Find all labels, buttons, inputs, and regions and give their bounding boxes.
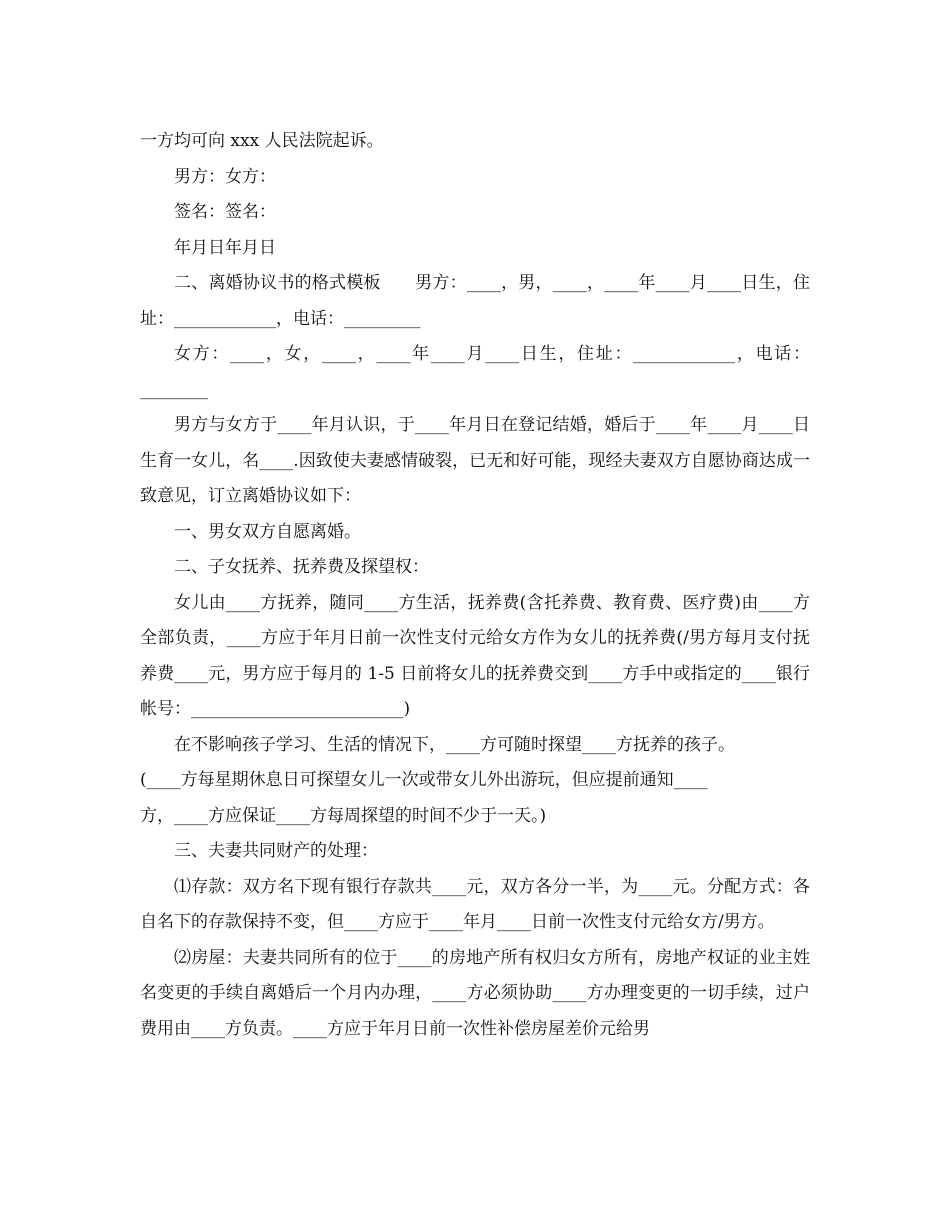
paragraph-clause-voluntary-divorce: 一、男女双方自愿离婚。 — [174, 521, 361, 542]
paragraph-template-heading-male-party: 二、离婚协议书的格式模板 男方：____，男，____，____年____月____日生，住址：____________，电话：_________ — [140, 273, 810, 329]
paragraph-lawsuit-clause: 一方均可向 xxx 人民法院起诉。 — [140, 131, 384, 151]
paragraph-house: ⑵房屋：夫妻共同所有的位于____的房地产所有权归女方所有，房地产权证的业主姓名变更的手续自离婚后一个月内办理，____方必须协助____方办理变更的一切手续，过户费用由____方负责。____方应于年月日前一次性补偿房屋差价元给男 — [140, 947, 810, 1039]
paragraph-visitation-details: (____方每星期休息日可探望女儿一次或带女儿外出游玩，但应提前通知____ 方，____方应保证____方每周探望的时间不少于一天。) — [140, 770, 708, 826]
paragraph-parties-label: 男方：女方： — [174, 166, 276, 187]
paragraph-savings: ⑴存款：双方名下现有银行存款共____元，双方各分一半，为____元。分配方式：各自名下的存款保持不变，但____方应于____年月____日前一次性支付元给女方/男方。 — [140, 876, 810, 932]
paragraph-dates: 年月日年月日 — [174, 237, 276, 258]
paragraph-signatures: 签名：签名： — [174, 202, 276, 222]
paragraph-clause-child-custody-heading: 二、子女抚养、抚养费及探望权： — [174, 557, 429, 577]
paragraph-child-support: 女儿由____方抚养，随同____方生活，抚养费(含托养费、教育费、医疗费)由____方全部负责，____方应于年月日前一次性支付元给女方作为女儿的抚养费(/男方每月支付抚养费____元，男方应于每月的 1-5 日前将女儿的抚养费交到____方手中或指定的____银行帐号：_________________________) — [140, 592, 810, 719]
document-body — [140, 124, 810, 1047]
paragraph-marriage-background: 男方与女方于____年月认识，于____年月日在登记结婚，婚后于____年____月____日生育一女儿，名____.因致使夫妻感情破裂，已无和好可能，现经夫妻双方自愿协商达成一致意见，订立离婚协议如下： — [140, 415, 810, 506]
paragraph-clause-property-heading: 三、夫妻共同财产的处理： — [174, 841, 378, 861]
paragraph-female-party: 女方：____，女，____，____年____月____日生，住址：____________，电话：________ — [140, 344, 810, 400]
paragraph-visitation: 在不影响孩子学习、生活的情况下，____方可随时探望____方抚养的孩子。 — [174, 734, 735, 755]
